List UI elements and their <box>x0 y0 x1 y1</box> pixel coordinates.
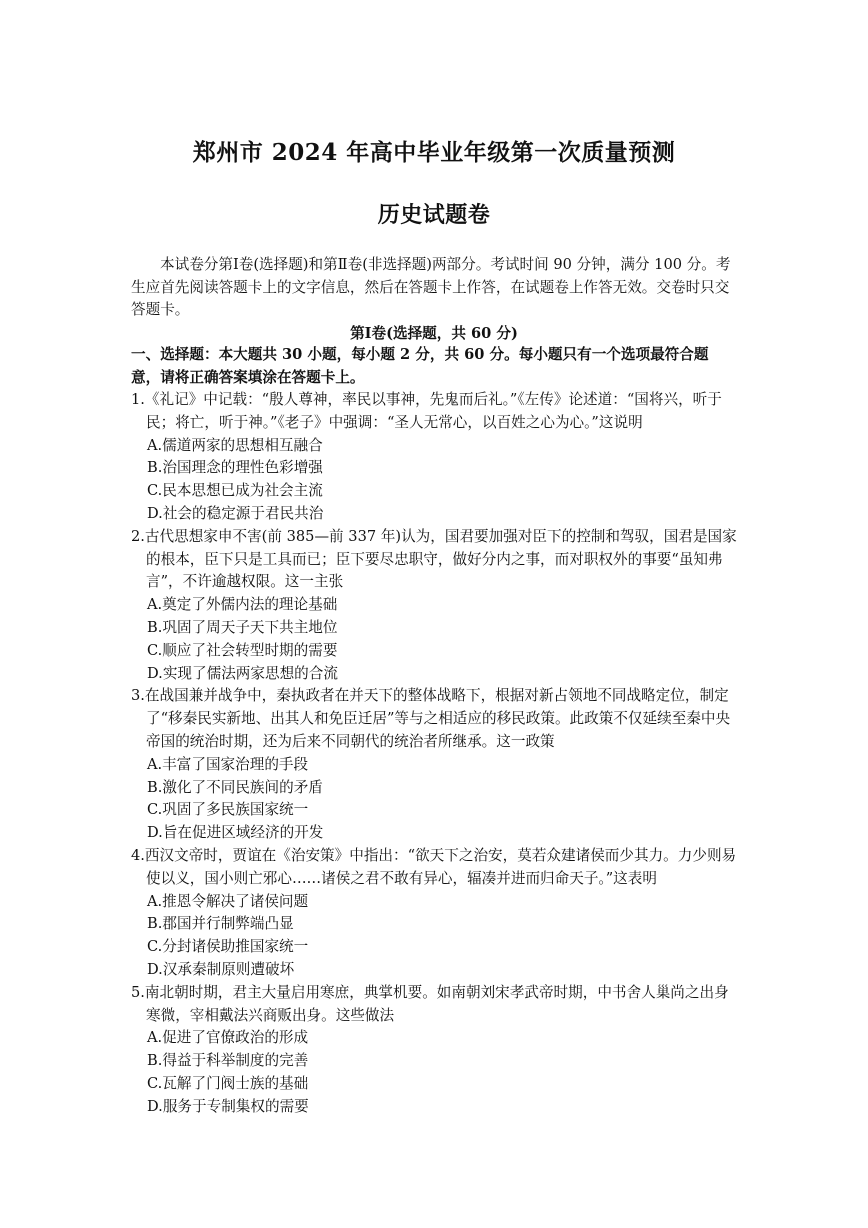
question-5 <box>131 982 743 1119</box>
option-b: B.得益于科举制度的完善 <box>147 1052 309 1070</box>
question-stem: 4.西汉文帝时，贾谊在《治安策》中指出：“欲天下之治安，莫若众建诸侯而少其力。力少则易使以义，国小则亡邪心……诸侯之君不敢有异心，辐凑并进而归命天子。”这表明 <box>131 846 737 887</box>
exam-subtitle: 历史试题卷 <box>377 202 491 228</box>
option-a: A.儒道两家的思想相互融合 <box>147 436 323 454</box>
option-b: B.治国理念的理性色彩增强 <box>147 459 323 477</box>
option-c: C.瓦解了门阀士族的基础 <box>147 1074 309 1092</box>
option-c: C.分封诸侯助推国家统一 <box>147 938 309 956</box>
option-b: B.巩固了周天子天下共主地位 <box>147 618 338 636</box>
section-instruction: 一、选择题：本大题共 30 小题，每小题 2 分，共 60 分。每小题只有一个选项最符合题意，请将正确答案填涂在答题卡上。 <box>131 346 709 386</box>
question-2 <box>131 526 743 686</box>
question-stem: 1.《礼记》中记载：“殷人尊神，率民以事神，先鬼而后礼。”《左传》论述道：“国将兴，听于民；将亡，听于神。”《老子》中强调：“圣人无常心，以百姓之心为心。”这说明 <box>131 391 722 431</box>
option-d: D.实现了儒法两家思想的合流 <box>147 664 338 682</box>
option-c: C.巩固了多民族国家统一 <box>147 801 309 819</box>
option-a: A.丰富了国家治理的手段 <box>147 755 309 773</box>
option-c: C.民本思想已成为社会主流 <box>147 482 323 500</box>
option-a: A.促进了官僚政治的形成 <box>147 1029 309 1047</box>
option-c: C.顺应了社会转型时期的需要 <box>147 641 338 659</box>
option-b: B.激化了不同民族间的矛盾 <box>147 778 323 796</box>
question-stem: 3.在战国兼并战争中，秦执政者在并天下的整体战略下，根据对新占领地不同战略定位，制定了“移秦民实新地、出其人和免臣迁居”等与之相适应的移民政策。此政策不仅延续至秦中央帝国的统治时期，还为后来不同朝代的统治者所继承。这一政策 <box>131 687 731 750</box>
option-a: A.推恩令解决了诸侯问题 <box>147 892 309 910</box>
exam-intro: 本试卷分第Ⅰ卷(选择题)和第Ⅱ卷(非选择题)两部分。考试时间 90 分钟，满分 100 分。考生应首先阅读答题卡上的文字信息，然后在答题卡上作答，在试题卷上作答无效。交卷时只交答题卡。 <box>131 256 731 318</box>
question-stem: 2.古代思想家申不害(前 385—前 337 年)认为，国君要加强对臣下的控制和驾驭，国君是国家的根本，臣下只是工具而已；臣下要尽忠职守，做好分内之事，而对职权外的事要“虽知弗言”，不许逾越权限。这一主张 <box>131 527 737 591</box>
question-1 <box>131 389 743 526</box>
exam-title: 郑州市 2024 年高中毕业年级第一次质量预测 <box>192 139 676 166</box>
option-d: D.旨在促进区域经济的开发 <box>147 824 324 842</box>
option-d: D.服务于专制集权的需要 <box>147 1097 309 1115</box>
question-stem: 5.南北朝时期，君主大量启用寒庶，典掌机要。如南朝刘宋孝武帝时期，中书舍人巢尚之出身寒微，宰相戴法兴商贩出身。这些做法 <box>131 983 729 1024</box>
option-b: B.郡国并行制弊端凸显 <box>147 915 294 933</box>
option-d: D.社会的稳定源于君民共治 <box>147 504 324 522</box>
question-list <box>131 389 743 1119</box>
option-d: D.汉承秦制原则遭破坏 <box>147 960 295 978</box>
question-4 <box>131 845 743 982</box>
option-a: A.奠定了外儒内法的理论基础 <box>147 596 338 614</box>
section-title: 第Ⅰ卷(选择题，共 60 分) <box>350 325 518 342</box>
question-3 <box>131 685 743 845</box>
